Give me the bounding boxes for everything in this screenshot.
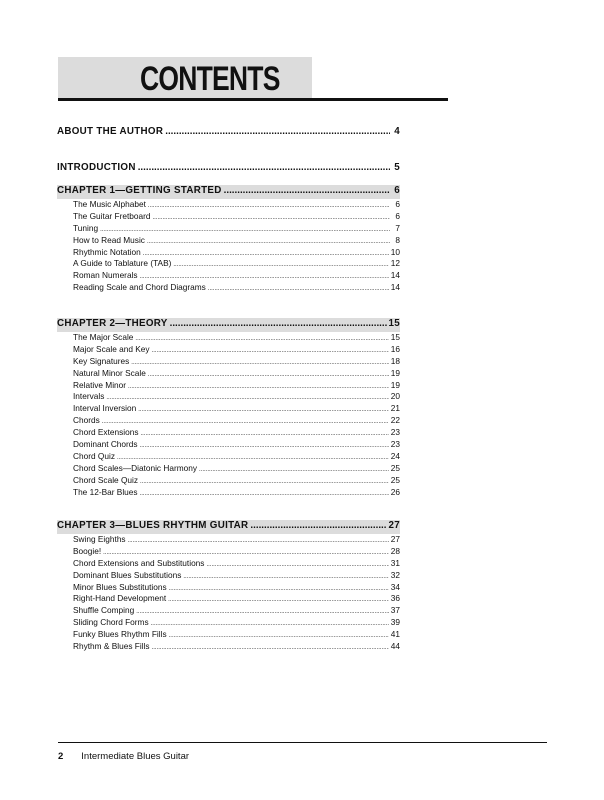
entry-title: Right-Hand Development: [73, 593, 167, 604]
entry-page: 44: [390, 641, 400, 652]
entry-title: Rhythmic Notation: [73, 246, 141, 257]
entry-page: 31: [390, 557, 400, 568]
dot-leader: [168, 597, 389, 603]
entry-page: 19: [390, 367, 400, 378]
section-heading: [57, 185, 400, 199]
dot-leader: [173, 262, 388, 268]
toc-entry: [73, 211, 400, 223]
toc-entry: [73, 282, 400, 294]
footer-rule: [58, 742, 547, 743]
entry-page: 24: [390, 450, 400, 461]
dot-leader: [106, 395, 388, 401]
entry-page: 7: [395, 222, 400, 233]
dot-leader: [169, 633, 389, 639]
toc-entry: [73, 356, 400, 368]
entry-page: 41: [390, 629, 400, 640]
section-title: INTRODUCTION: [57, 162, 136, 173]
entry-page: 8: [395, 234, 400, 245]
dot-leader: [151, 621, 389, 627]
dot-leader: [140, 491, 389, 497]
entry-page: 37: [390, 605, 400, 616]
toc-entry: [73, 463, 400, 475]
dot-leader: [138, 162, 390, 173]
entry-page: 18: [390, 355, 400, 366]
toc-entry: [73, 475, 400, 487]
entry-page: 25: [390, 462, 400, 473]
toc-entry: [73, 380, 400, 392]
entry-page: 26: [390, 486, 400, 497]
page-title: CONTENTS: [140, 60, 280, 98]
dot-leader: [165, 126, 390, 137]
dot-leader: [152, 215, 390, 221]
dot-leader: [138, 407, 389, 413]
dot-leader: [170, 318, 387, 329]
dot-leader: [224, 185, 390, 196]
entry-title: The Major Scale: [73, 332, 134, 342]
section-page: 6: [394, 185, 400, 196]
entry-title: Minor Blues Substitutions: [73, 581, 167, 592]
page-footer: [58, 751, 189, 762]
dot-leader: [128, 384, 389, 390]
toc-entry: [73, 332, 400, 344]
toc-entry: [73, 546, 400, 558]
toc-entry: [73, 605, 400, 617]
entry-title: Chords: [73, 415, 100, 426]
toc-entry: [73, 534, 400, 546]
book-title: Intermediate Blues Guitar: [81, 751, 190, 762]
entry-page: 15: [390, 332, 400, 342]
entry-title: The Guitar Fretboard: [73, 210, 151, 221]
dot-leader: [148, 203, 390, 209]
section-title: CHAPTER 1—GETTING STARTED: [57, 185, 222, 196]
entry-title: Chord Extensions: [73, 427, 139, 438]
dot-leader: [183, 574, 388, 580]
entry-page: 21: [390, 403, 400, 414]
entry-page: 6: [395, 210, 400, 221]
toc-entry: [73, 570, 400, 582]
section-heading: [57, 520, 400, 534]
entry-title: How to Read Music: [73, 234, 145, 245]
dot-leader: [131, 360, 388, 366]
entry-list: [73, 534, 400, 653]
entry-title: A Guide to Tablature (TAB): [73, 258, 172, 269]
entry-title: Roman Numerals: [73, 270, 138, 281]
section-page: 27: [388, 520, 400, 531]
toc-entry: [73, 582, 400, 594]
entry-page: 39: [390, 617, 400, 628]
dot-leader: [143, 251, 389, 257]
dot-leader: [206, 562, 388, 568]
entry-title: Interval Inversion: [73, 403, 137, 414]
toc-entry: [73, 199, 400, 211]
entry-title: The 12-Bar Blues: [73, 486, 138, 497]
entry-title: Reading Scale and Chord Diagrams: [73, 282, 206, 293]
section-page: 4: [394, 126, 400, 137]
entry-title: Boogie!: [73, 545, 102, 556]
toc-entry: [73, 617, 400, 629]
toc-entry: [73, 247, 400, 259]
dot-leader: [117, 455, 389, 461]
entry-title: Dominant Blues Substitutions: [73, 569, 182, 580]
entry-page: 32: [390, 569, 400, 580]
dot-leader: [140, 274, 389, 280]
toc-entry: [73, 629, 400, 641]
entry-title: Chord Scales—Diatonic Harmony: [73, 462, 198, 473]
section-page: 5: [394, 162, 400, 173]
entry-page: 25: [390, 474, 400, 485]
entry-page: 14: [390, 270, 400, 281]
toc-entry: [73, 258, 400, 270]
dot-leader: [140, 443, 389, 449]
dot-leader: [100, 227, 390, 233]
toc-entry: [73, 344, 400, 356]
entry-title: Funky Blues Rhythm Fills: [73, 629, 167, 640]
toc-section: [57, 185, 400, 294]
entry-title: Swing Eighths: [73, 534, 126, 544]
entry-title: Chord Extensions and Substitutions: [73, 557, 205, 568]
entry-title: Relative Minor: [73, 379, 127, 390]
entry-page: 22: [390, 415, 400, 426]
toc-section: [57, 318, 400, 498]
entry-page: 6: [395, 199, 400, 209]
dot-leader: [136, 609, 389, 615]
toc-section: [57, 162, 400, 176]
dot-leader: [102, 419, 389, 425]
entry-page: 23: [390, 439, 400, 450]
toc-section: [57, 126, 400, 140]
entry-title: Rhythm & Blues Fills: [73, 641, 150, 652]
section-title: CHAPTER 3—BLUES RHYTHM GUITAR: [57, 520, 249, 531]
toc-entry: [73, 487, 400, 499]
entry-title: Chord Scale Quiz: [73, 474, 139, 485]
section-heading: [57, 318, 400, 332]
entry-list: [73, 199, 400, 294]
entry-page: 16: [390, 343, 400, 354]
section-title: ABOUT THE AUTHOR: [57, 126, 164, 137]
entry-title: The Music Alphabet: [73, 199, 146, 209]
page-number: 2: [58, 751, 64, 762]
dot-leader: [135, 336, 388, 342]
section-heading: [57, 126, 400, 140]
dot-leader: [250, 520, 386, 531]
entry-page: 12: [390, 258, 400, 269]
dot-leader: [128, 538, 389, 544]
toc-entry: [73, 558, 400, 570]
toc-entry: [73, 235, 400, 247]
dot-leader: [169, 586, 389, 592]
toc-entry: [73, 223, 400, 235]
entry-page: 14: [390, 282, 400, 293]
entry-title: Intervals: [73, 391, 105, 402]
entry-page: 34: [390, 581, 400, 592]
toc-entry: [73, 415, 400, 427]
entry-page: 28: [390, 545, 400, 556]
title-rule: [58, 98, 448, 101]
dot-leader: [208, 286, 389, 292]
entry-title: Chord Quiz: [73, 450, 115, 461]
dot-leader: [103, 550, 389, 556]
entry-page: 10: [390, 246, 400, 257]
toc-entry: [73, 368, 400, 380]
entry-title: Sliding Chord Forms: [73, 617, 149, 628]
entry-page: 20: [390, 391, 400, 402]
dot-leader: [152, 348, 389, 354]
toc-entry: [73, 270, 400, 282]
toc-entry: [73, 439, 400, 451]
toc-section: [57, 520, 400, 653]
dot-leader: [140, 479, 389, 485]
toc-entry: [73, 593, 400, 605]
toc-entry: [73, 403, 400, 415]
entry-title: Major Scale and Key: [73, 343, 150, 354]
toc-entry: [73, 451, 400, 463]
toc-entry: [73, 427, 400, 439]
section-page: 15: [388, 318, 400, 329]
entry-page: 36: [390, 593, 400, 604]
entry-title: Key Signatures: [73, 355, 130, 366]
entry-list: [73, 332, 400, 498]
dot-leader: [152, 645, 389, 651]
section-title: CHAPTER 2—THEORY: [57, 318, 168, 329]
entry-title: Dominant Chords: [73, 439, 138, 450]
section-heading: [57, 162, 400, 176]
toc-entry: [73, 391, 400, 403]
entry-title: Natural Minor Scale: [73, 367, 146, 378]
dot-leader: [199, 467, 389, 473]
dot-leader: [148, 372, 389, 378]
entry-page: 23: [390, 427, 400, 438]
entry-title: Tuning: [73, 222, 99, 233]
dot-leader: [141, 431, 389, 437]
dot-leader: [147, 239, 390, 245]
toc-entry: [73, 641, 400, 653]
entry-page: 27: [390, 534, 400, 544]
entry-page: 19: [390, 379, 400, 390]
entry-title: Shuffle Comping: [73, 605, 135, 616]
